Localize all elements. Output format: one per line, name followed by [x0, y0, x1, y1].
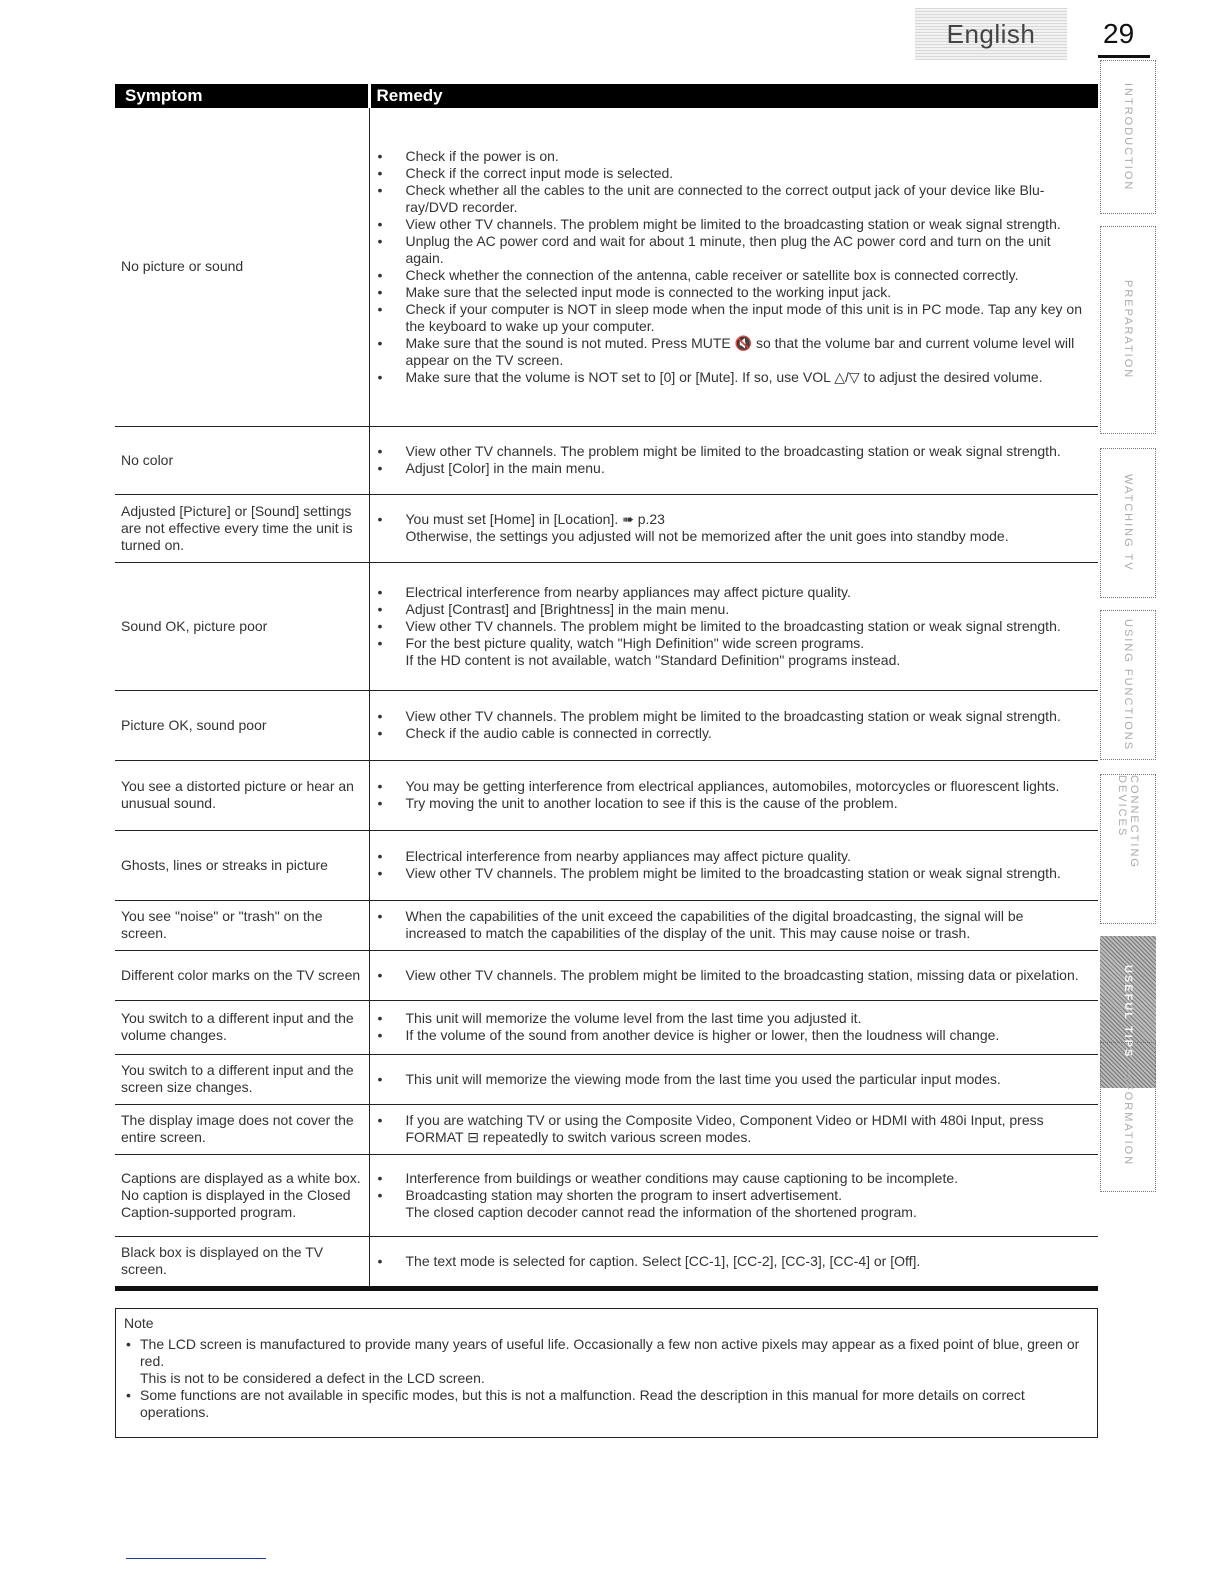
remedy-list: [378, 908, 1087, 942]
remedy-item: • You may be getting interference from electrical appliances, automobiles, motorcycles or fluorescent lights.: [378, 778, 1087, 795]
side-tab-label: CONNECTING DEVICES: [1116, 775, 1140, 869]
symptom-column-header: Symptom: [115, 84, 369, 108]
remedy-cell: [369, 494, 1098, 562]
remedy-list: [378, 1010, 1087, 1044]
note-box: [115, 1308, 1098, 1438]
remedy-list: [378, 1253, 1087, 1270]
table-header-row: [115, 84, 1098, 108]
symptom-cell: You see a distorted picture or hear an unusual sound.: [115, 760, 369, 830]
symptom-cell: Ghosts, lines or streaks in picture: [115, 830, 369, 900]
remedy-item: • View other TV channels. The problem might be limited to the broadcasting station or weak signal strength.: [378, 708, 1087, 725]
symptom-cell: You switch to a different input and the volume changes.: [115, 1000, 369, 1054]
symptom-cell: Picture OK, sound poor: [115, 690, 369, 760]
language-text: English: [946, 18, 1036, 49]
remedy-list: [378, 778, 1087, 812]
remedy-cell: [369, 1236, 1098, 1288]
side-tab-using-functions[interactable]: [1100, 610, 1156, 760]
remedy-item: • The text mode is selected for caption. Select [CC-1], [CC-2], [CC-3], [CC-4] or [Off].: [378, 1253, 1087, 1270]
table-row: [115, 494, 1098, 562]
symptom-cell: Black box is displayed on the TV screen.: [115, 1236, 369, 1288]
side-tab-label: INFORMATION: [1122, 1067, 1134, 1167]
remedy-cell: [369, 1000, 1098, 1054]
side-tab-watching-tv[interactable]: [1100, 448, 1156, 598]
remedy-item: • View other TV channels. The problem might be limited to the broadcasting station, missing data or pixelation.: [378, 967, 1087, 984]
symptom-cell: You see "noise" or "trash" on the screen.: [115, 900, 369, 950]
remedy-list: [378, 1170, 1087, 1221]
remedy-item: • View other TV channels. The problem might be limited to the broadcasting station or weak signal strength.: [378, 443, 1087, 460]
table-row: [115, 1104, 1098, 1154]
remedy-item: • Electrical interference from nearby appliances may affect picture quality.: [378, 848, 1087, 865]
troubleshooting-table: [115, 84, 1098, 1291]
remedy-item: • View other TV channels. The problem might be limited to the broadcasting station or weak signal strength.: [378, 216, 1087, 233]
remedy-item: • When the capabilities of the unit exceed the capabilities of the digital broadcasting, the signal will be increased to match the capabilities of the display of the unit. This may cause noise or trash.: [378, 908, 1087, 942]
table-body: [115, 108, 1098, 1288]
symptom-cell: Adjusted [Picture] or [Sound] settings are not effective every time the unit is turned on.: [115, 494, 369, 562]
remedy-continuation: If the HD content is not available, watch "Standard Definition" programs instead.: [405, 651, 901, 668]
remedy-cell: [369, 1104, 1098, 1154]
footer-rule: [126, 1558, 266, 1559]
remedy-item: • Interference from buildings or weather conditions may cause captioning to be incomplete.: [378, 1170, 1087, 1187]
remedy-continuation: Otherwise, the settings you adjusted will not be memorized after the unit goes into standby mode.: [405, 528, 1009, 544]
remedy-item: • Adjust [Color] in the main menu.: [378, 460, 1087, 477]
remedy-item: • View other TV channels. The problem might be limited to the broadcasting station or weak signal strength.: [378, 865, 1087, 882]
remedy-item: • Make sure that the volume is NOT set to [0] or [Mute]. If so, use VOL △/▽ to adjust the desired volume.: [378, 369, 1087, 386]
remedy-list: [378, 584, 1087, 669]
remedy-cell: [369, 108, 1098, 426]
table-row: [115, 1154, 1098, 1236]
remedy-item: • Check if the audio cable is connected in correctly.: [378, 725, 1087, 742]
symptom-cell: Sound OK, picture poor: [115, 562, 369, 690]
page-number-underline: [1098, 55, 1150, 58]
note-item: • The LCD screen is manufactured to provide many years of useful life. Occasionally a few non active pixels may appear as a fixed point of blue, green or red.: [124, 1336, 1089, 1370]
language-label: [915, 8, 1067, 60]
table-row: [115, 426, 1098, 494]
remedy-item: • Broadcasting station may shorten the program to insert advertisement.: [378, 1187, 1087, 1204]
symptom-cell: You switch to a different input and the screen size changes.: [115, 1054, 369, 1104]
note-list: [124, 1336, 1089, 1421]
remedy-cell: [369, 690, 1098, 760]
remedy-cell: [369, 830, 1098, 900]
side-tab-label: USING FUNCTIONS: [1122, 618, 1134, 752]
symptom-cell: No color: [115, 426, 369, 494]
table-row: [115, 1236, 1098, 1288]
remedy-list: [378, 708, 1087, 742]
symptom-cell: No picture or sound: [115, 108, 369, 426]
remedy-item: • For the best picture quality, watch "High Definition" wide screen programs.: [378, 635, 1087, 652]
remedy-list: [378, 967, 1087, 984]
remedy-cell: [369, 760, 1098, 830]
side-tab-information[interactable]: [1100, 1042, 1156, 1192]
remedy-item: • Make sure that the selected input mode is connected to the working input jack.: [378, 284, 1087, 301]
remedy-item: • This unit will memorize the volume level from the last time you adjusted it.: [378, 1010, 1087, 1027]
remedy-cell: [369, 562, 1098, 690]
remedy-cell: [369, 426, 1098, 494]
remedy-item: • If you are watching TV or using the Composite Video, Component Video or HDMI with 480i Input, press FORMAT ⊟ repeatedly to switch various screen modes.: [378, 1112, 1087, 1146]
symptom-cell: Captions are displayed as a white box. No caption is displayed in the Closed Caption-supported program.: [115, 1154, 369, 1236]
side-tab-connecting-devices[interactable]: [1100, 774, 1156, 924]
remedy-column-header: Remedy: [369, 84, 1098, 108]
note-title: Note: [124, 1315, 154, 1331]
remedy-list: [378, 511, 1087, 545]
table-row: [115, 900, 1098, 950]
side-tab-label: WATCHING TV: [1122, 474, 1134, 572]
table-row: [115, 1000, 1098, 1054]
table-row: [115, 950, 1098, 1000]
remedy-continuation: The closed caption decoder cannot read the information of the shortened program.: [405, 1203, 917, 1220]
remedy-item: • You must set [Home] in [Location]. ➠ p.23: [378, 511, 1087, 528]
remedy-cell: [369, 1054, 1098, 1104]
remedy-item: • Adjust [Contrast] and [Brightness] in the main menu.: [378, 601, 1087, 618]
remedy-item: • Make sure that the sound is not muted. Press MUTE 🔇 so that the volume bar and current volume level will appear on the TV screen.: [378, 335, 1087, 369]
remedy-item: • Check whether all the cables to the unit are connected to the correct output jack of your device like Blu-ray/DVD recorder.: [378, 182, 1087, 216]
remedy-item: • Check if the power is on.: [378, 148, 1087, 165]
table-row: [115, 830, 1098, 900]
remedy-item: • Check if the correct input mode is selected.: [378, 165, 1087, 182]
remedy-list: [378, 1112, 1087, 1146]
page-number: 29: [1103, 18, 1135, 49]
remedy-item: • View other TV channels. The problem might be limited to the broadcasting station or weak signal strength.: [378, 618, 1087, 635]
remedy-cell: [369, 900, 1098, 950]
side-tab-preparation[interactable]: [1100, 226, 1156, 434]
symptom-cell: The display image does not cover the entire screen.: [115, 1104, 369, 1154]
remedy-item: • Check whether the connection of the antenna, cable receiver or satellite box is connected correctly.: [378, 267, 1087, 284]
remedy-item: • Unplug the AC power cord and wait for about 1 minute, then plug the AC power cord and turn on the unit again.: [378, 233, 1087, 267]
table-row: [115, 760, 1098, 830]
side-tab-label: USEFUL TIPS: [1122, 965, 1134, 1059]
side-tab-label: INTRODUCTION: [1122, 82, 1134, 192]
remedy-item: • If the volume of the sound from another device is higher or lower, then the loudness will change.: [378, 1027, 1087, 1044]
side-tab-introduction[interactable]: [1100, 60, 1156, 214]
note-item-continuation: This is not to be considered a defect in the LCD screen.: [140, 1370, 485, 1386]
remedy-list: [378, 148, 1087, 386]
remedy-list: [378, 848, 1087, 882]
remedy-item: • Electrical interference from nearby appliances may affect picture quality.: [378, 584, 1087, 601]
remedy-item: • This unit will memorize the viewing mode from the last time you used the particular input modes.: [378, 1071, 1087, 1088]
table-row: [115, 1054, 1098, 1104]
symptom-cell: Different color marks on the TV screen: [115, 950, 369, 1000]
remedy-list: [378, 1071, 1087, 1088]
remedy-item: • Check if your computer is NOT in sleep mode when the input mode of this unit is in PC mode. Tap any key on the keyboard to wake up your computer.: [378, 301, 1087, 335]
side-tab-label: PREPARATION: [1122, 280, 1134, 380]
remedy-list: [378, 443, 1087, 477]
remedy-cell: [369, 950, 1098, 1000]
remedy-cell: [369, 1154, 1098, 1236]
table-row: [115, 562, 1098, 690]
note-item: • Some functions are not available in specific modes, but this is not a malfunction. Read the description in this manual for more details on correct operations.: [124, 1387, 1089, 1421]
table-row: [115, 108, 1098, 426]
remedy-item: • Try moving the unit to another location to see if this is the cause of the problem.: [378, 795, 1087, 812]
table-row: [115, 690, 1098, 760]
